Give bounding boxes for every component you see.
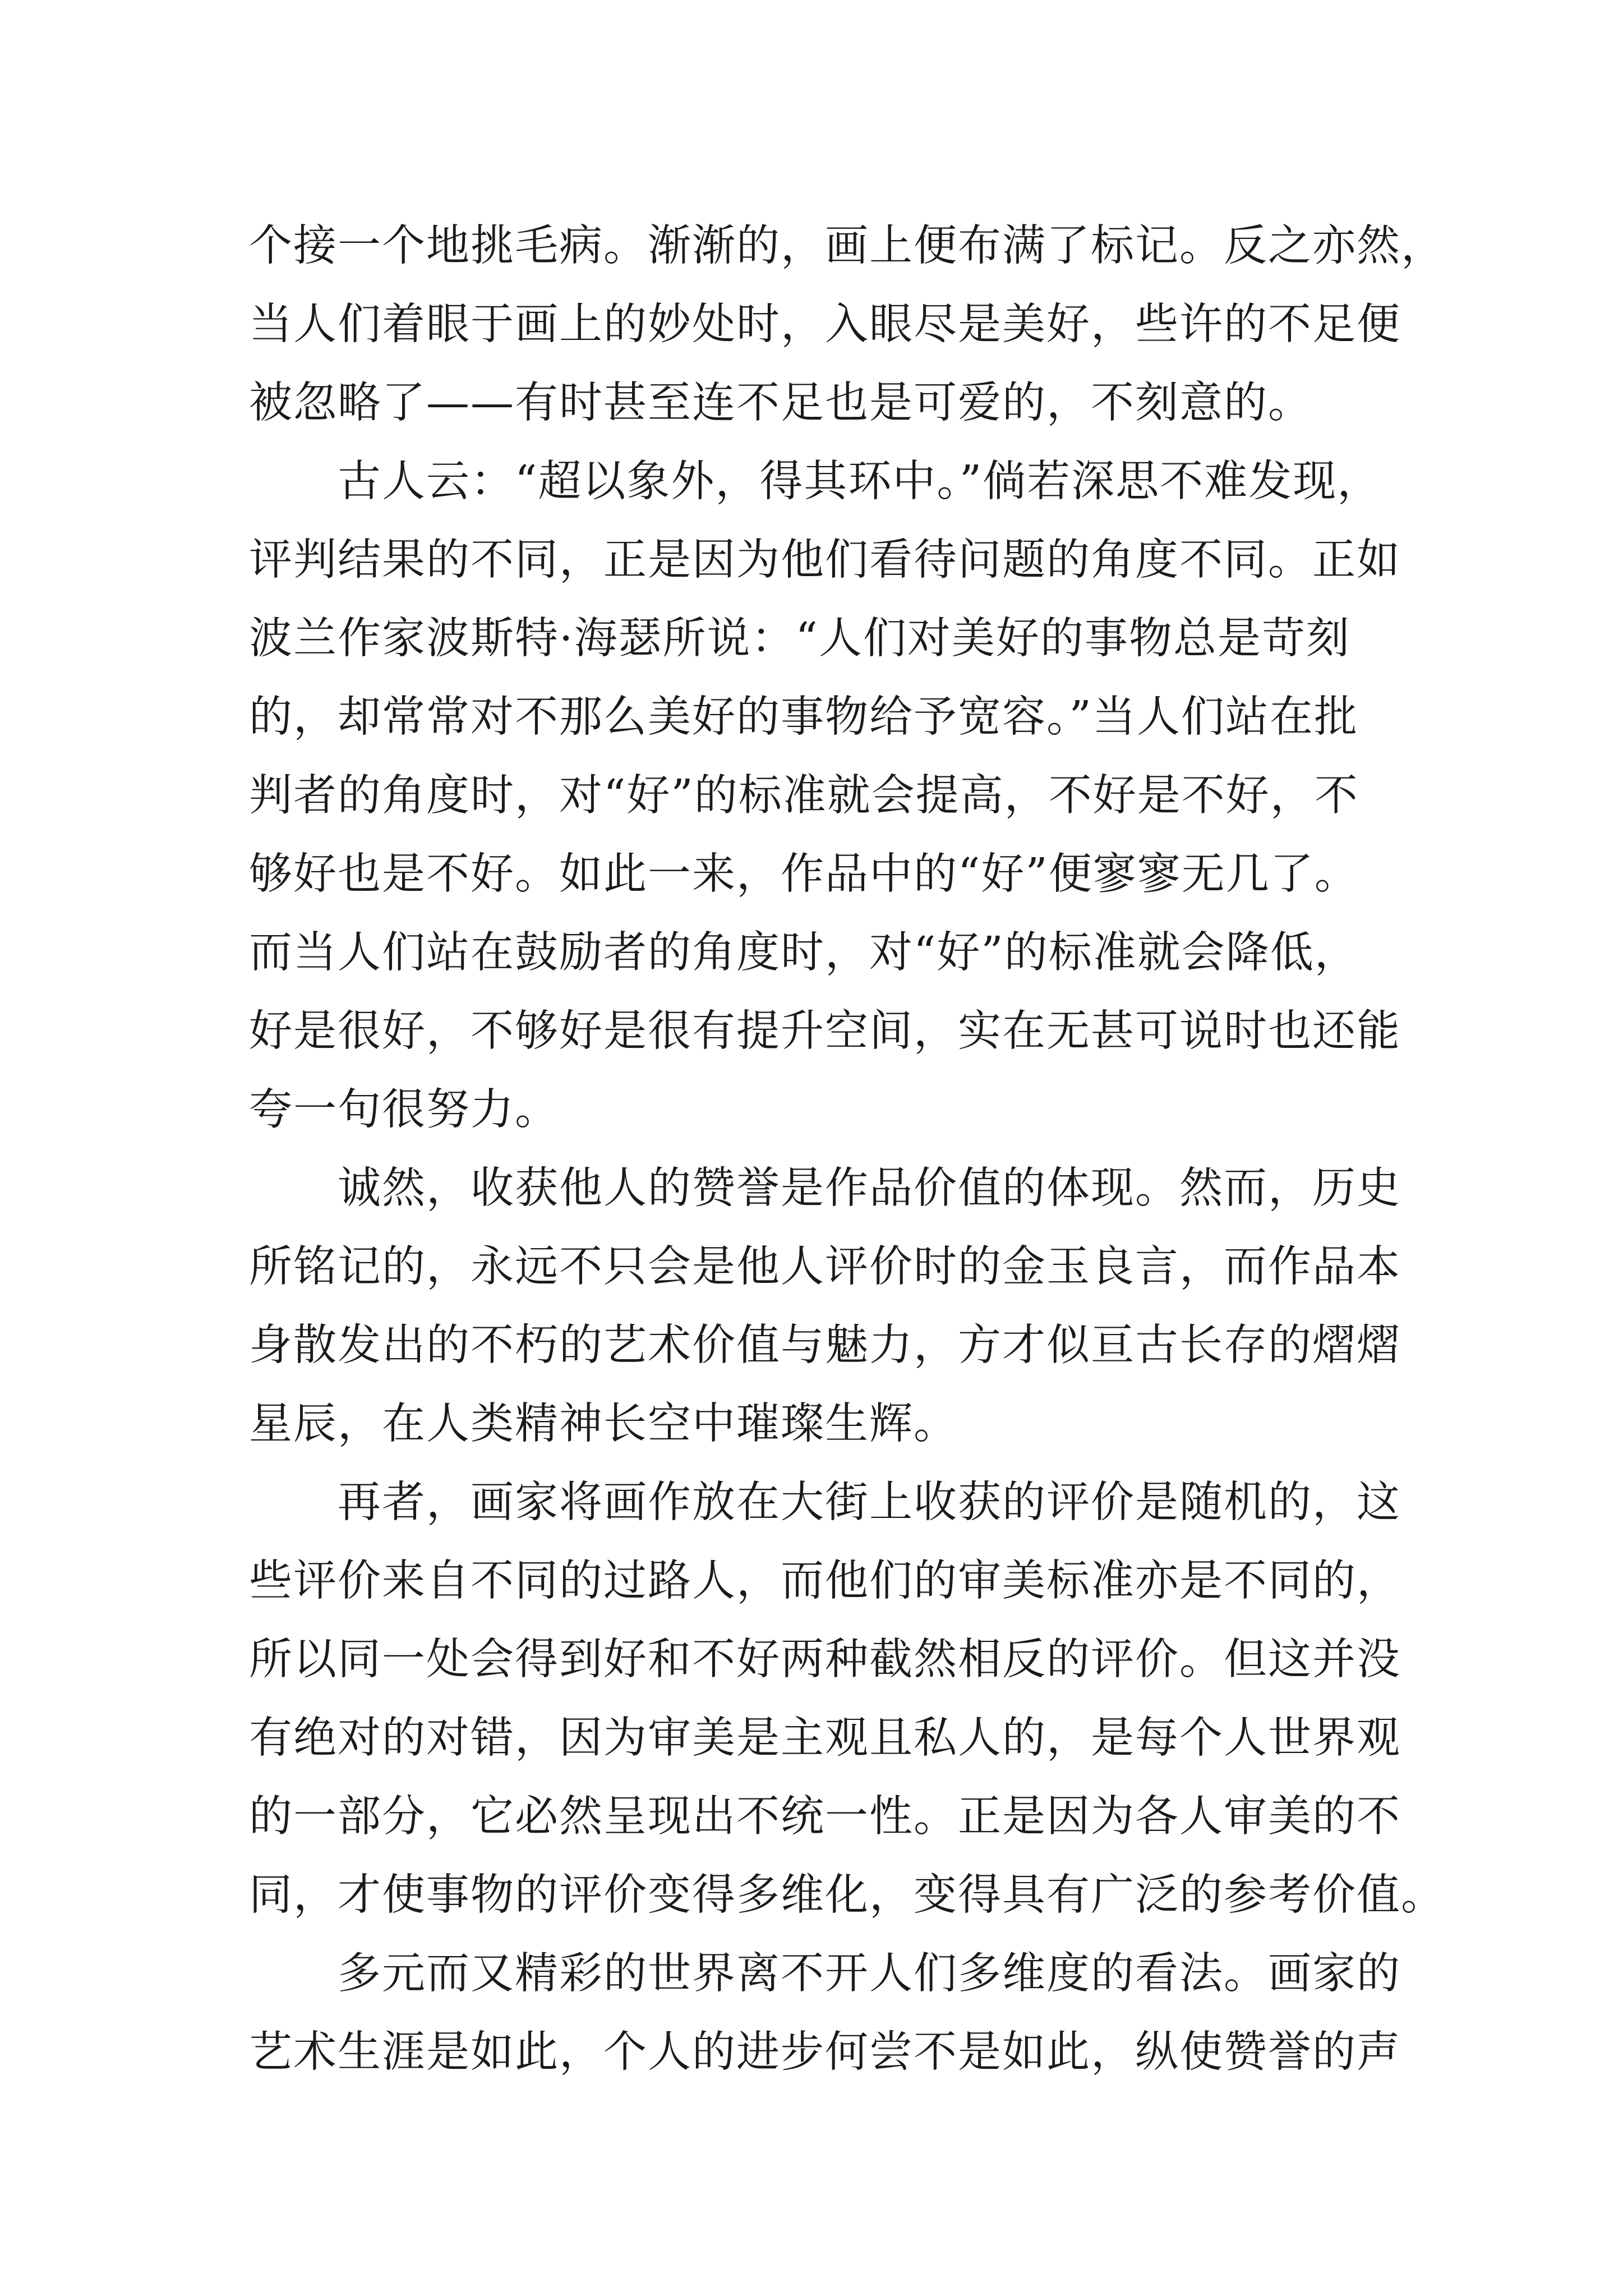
text-line: 而当人们站在鼓励者的角度时，对“好”的标准就会降低， (249, 928, 1359, 978)
text-line: 所铭记的，永远不只会是他人评价时的金玉良言，而作品本 (249, 1242, 1401, 1292)
text-line: 同，才使事物的评价变得多维化，变得具有广泛的参考价值。 (249, 1870, 1445, 1920)
text-line: 所以同一处会得到好和不好两种截然相反的评价。但这并没 (249, 1635, 1401, 1685)
text-line: 够好也是不好。如此一来，作品中的“好”便寥寥无几了。 (249, 849, 1359, 899)
text-line: 的一部分，它必然呈现出不统一性。正是因为各人审美的不 (249, 1792, 1401, 1842)
paragraph-first-line: 再者，画家将画作放在大街上收获的评价是随机的，这 (338, 1478, 1401, 1527)
text-line: 评判结果的不同，正是因为他们看待问题的角度不同。正如 (249, 535, 1401, 585)
essay-body (249, 207, 1445, 2092)
text-line: 个接一个地挑毛病。渐渐的，画上便布满了标记。反之亦然， (249, 221, 1445, 271)
text-line: 被忽略了——有时甚至连不足也是可爱的，不刻意的。 (249, 378, 1312, 428)
paragraph-first-line: 诚然，收获他人的赞誉是作品价值的体现。然而，历史 (338, 1163, 1401, 1213)
text-line: 些评价来自不同的过路人，而他们的审美标准亦是不同的， (249, 1556, 1401, 1606)
text-line: 的，却常常对不那么美好的事物给予宽容。”当人们站在批 (249, 692, 1358, 742)
text-line: 星辰，在人类精神长空中璀璨生辉。 (249, 1399, 958, 1449)
text-line: 有绝对的对错，因为审美是主观且私人的，是每个人世界观 (249, 1713, 1401, 1763)
text-line: 艺术生涯是如此，个人的进步何尝不是如此，纵使赞誉的声 (249, 2027, 1401, 2077)
text-line: 好是很好，不够好是很有提升空间，实在无甚可说时也还能 (249, 1006, 1401, 1056)
paragraph-first-line: 多元而又精彩的世界离不开人们多维度的看法。画家的 (338, 1949, 1401, 1999)
text-line: 判者的角度时，对“好”的标准就会提高，不好是不好，不 (249, 771, 1359, 821)
text-line: 当人们着眼于画上的妙处时，入眼尽是美好，些许的不足便 (249, 300, 1401, 349)
text-line: 夸一句很努力。 (249, 1085, 559, 1135)
text-line: 身散发出的不朽的艺术价值与魅力，方才似亘古长存的熠熠 (249, 1320, 1401, 1370)
text-line: 波兰作家波斯特·海瑟所说：“人们对美好的事物总是苛刻 (249, 614, 1350, 664)
paragraph-first-line: 古人云：“超以象外，得其环中。”倘若深思不难发现， (338, 457, 1382, 507)
